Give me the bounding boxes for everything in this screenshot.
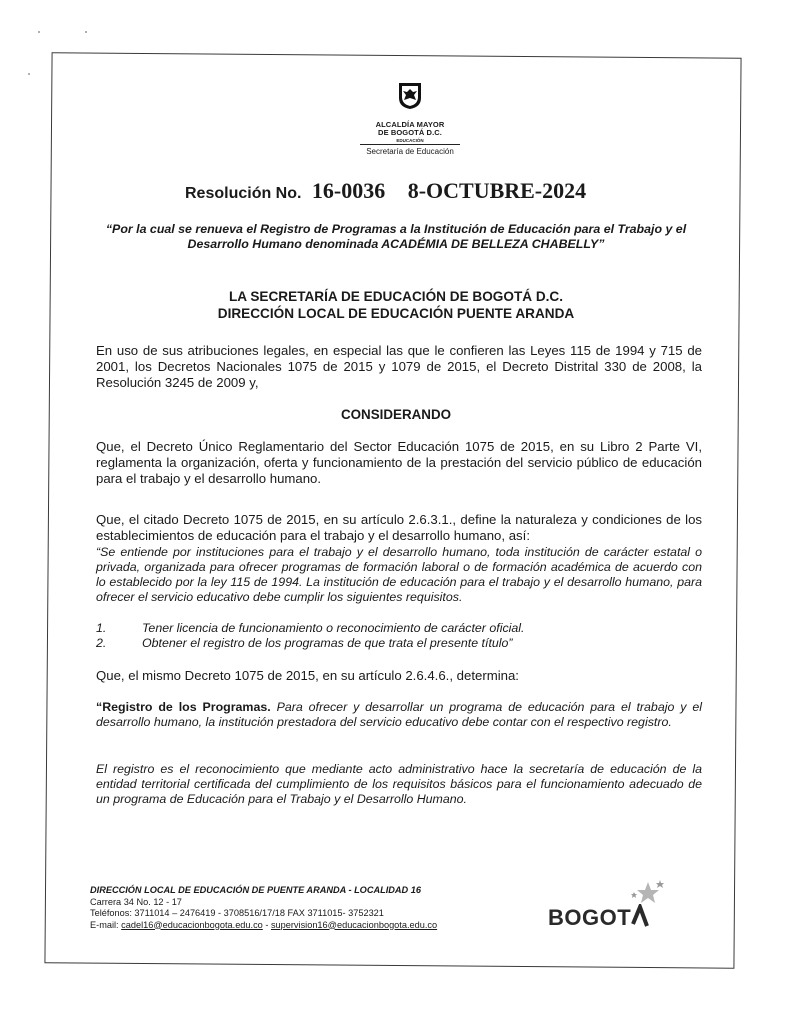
footer-phones: Teléfonos: 3711014 – 2476419 - 3708516/17/18 FAX 3711015- 3752321: [90, 908, 384, 918]
paragraph-4-rest: Para ofrecer y desarrollar un programa de educación para el trabajo y el desarrollo humano, la institución prestadora del servicio educativo debe contar con el respectivo registro.: [96, 700, 702, 729]
bogota-wordmark: [548, 904, 649, 931]
paragraph-5: El registro es el reconocimiento que mediante acto administrativo hace la secretaría de educación de la entidad territorial certificada del cumplimiento de los requisitos básicos para el funcionamiento adecuado de un programa de Educación para el Trabajo y el Desarrollo Humano.: [96, 762, 702, 806]
email-label: E-mail:: [90, 919, 122, 930]
resolution-number: 16-0036: [311, 178, 386, 203]
list-item: [96, 636, 696, 651]
entity-line2: DIRECCIÓN LOCAL DE EDUCACIÓN PUENTE ARANDA: [217, 306, 575, 321]
paragraph-1: Que, el Decreto Único Reglamentario del Sector Educación 1075 de 2015, en su Libro 2 Parte VI, reglamenta la organización, oferta y funcionamiento de la prestación del servicio público de educación para el trabajo y el desarrollo humano.: [96, 439, 702, 486]
resolution-date: 8-OCTUBRE-2024: [407, 178, 587, 203]
scan-speck: [85, 31, 87, 33]
resolution-heading: [185, 178, 625, 204]
footer-title: DIRECCIÓN LOCAL DE EDUCACIÓN DE PUENTE ARANDA - LOCALIDAD 16: [90, 885, 421, 895]
considerando-heading: CONSIDERANDO: [340, 407, 452, 422]
email-link-cadel[interactable]: cadel16@educacionbogota.edu.co: [121, 919, 263, 930]
scan-speck: [28, 73, 30, 75]
bogota-a-glyph-icon: [631, 904, 649, 928]
paragraph-4: [96, 700, 702, 730]
resolution-subtitle: “Por la cual se renueva el Registro de Programas a la Institución de Educación para el Trabajo y el Desarrollo Humano denominada ACADÉMIA DE BELLEZA CHABELLY”: [105, 222, 687, 251]
intro-paragraph: En uso de sus atribuciones legales, en especial las que le confieren las Leyes 115 de 1994 y 715 de 2001, los Decretos Nacionales 1075 de 2015 y 1079 de 2015, el Decreto Distrital 330 de 2008, la Resolución 3245 de 2009 y,: [96, 343, 702, 390]
list-text: Obtener el registro de los programas de que trata el presente título”: [142, 636, 513, 650]
list-number: 1.: [96, 621, 107, 635]
coat-of-arms-icon: [398, 82, 422, 110]
institution-logo: [340, 82, 480, 156]
list-item: [96, 621, 696, 636]
paragraph-2: Que, el citado Decreto 1075 de 2015, en su artículo 2.6.3.1., define la naturaleza y condiciones de los establecimientos de educación para el trabajo y el desarrollo humano, así:: [96, 512, 702, 543]
entity-line1: LA SECRETARÍA DE EDUCACIÓN DE BOGOTÁ D.C.: [228, 289, 564, 304]
footer-address: Carrera 34 No. 12 - 17: [90, 896, 182, 907]
logo-line4: Secretaría de Educación: [366, 147, 454, 156]
scan-speck: [38, 31, 40, 33]
bogota-brand-logo: [548, 880, 658, 940]
logo-line1: ALCALDÍA MAYOR: [375, 120, 445, 129]
issuing-entity: [90, 288, 702, 322]
paragraph-2-quote: “Se entiende por instituciones para el trabajo y el desarrollo humano, toda institución de carácter estatal o privada, organizada para ofrecer programas de formación laboral o de formación académica de acuerdo con lo establecido por la ley 115 de 1994. La institución de educación para el trabajo y el desarrollo humano, para ofrecer el servicio educativo debe cumplir los siguientes requisitos.: [96, 545, 702, 604]
requirements-list: [96, 621, 696, 651]
bogota-wordmark-text: BOGOT: [548, 905, 632, 930]
logo-line2: DE BOGOTÁ D.C.: [378, 128, 442, 137]
paragraph-3: Que, el mismo Decreto 1075 de 2015, en su artículo 2.6.4.6., determina:: [96, 668, 519, 683]
paragraph-4-bold: “Registro de los Programas.: [96, 700, 271, 714]
email-link-supervision[interactable]: supervision16@educacionbogota.edu.co: [270, 919, 438, 930]
footer-emails: [90, 920, 510, 932]
logo-divider: [360, 144, 460, 145]
email-separator: -: [262, 919, 271, 930]
list-text: Tener licencia de funcionamiento o reconocimiento de carácter oficial.: [142, 621, 525, 635]
list-number: 2.: [96, 636, 107, 650]
logo-line3: EDUCACIÓN: [396, 138, 424, 143]
footer-contact: [90, 885, 510, 931]
resolution-label: Resolución No.: [185, 185, 302, 202]
